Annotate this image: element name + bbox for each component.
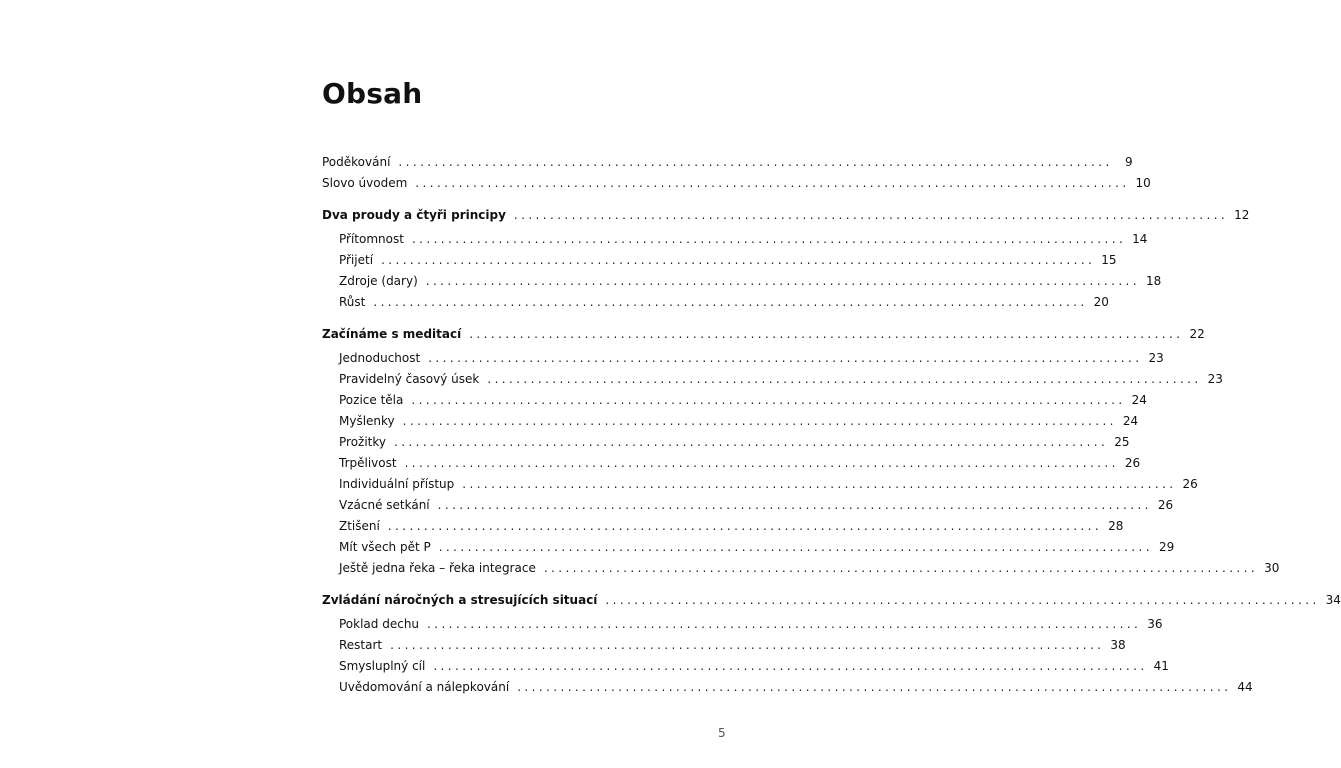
toc-entry[interactable] — [322, 632, 1126, 653]
toc-entry-title: Přítomnost — [339, 232, 404, 246]
toc-entry-title: Růst — [339, 295, 366, 309]
toc-entry[interactable] — [322, 555, 1280, 576]
toc-entry-title: Ještě jedna řeka – řeka integrace — [339, 561, 536, 575]
toc-entry-title: Poděkování — [322, 155, 391, 169]
toc-entry-page: 18 — [1145, 274, 1162, 288]
toc-dot-leader: ................................................................................................... — [425, 274, 1140, 288]
toc-section-heading[interactable] — [322, 202, 1250, 223]
toc-entry-page: 36 — [1147, 617, 1163, 631]
toc-entry-page: 12 — [1234, 208, 1250, 222]
toc-entry-page: 44 — [1237, 680, 1253, 694]
toc-entry[interactable] — [322, 170, 1151, 191]
toc-entry-title: Pozice těla — [339, 393, 404, 407]
toc-dot-leader: ................................................................................................... — [437, 498, 1152, 512]
toc-entry[interactable] — [322, 450, 1141, 471]
toc-entry-page: 24 — [1131, 393, 1147, 407]
toc-entry-page: 30 — [1264, 561, 1280, 575]
toc-entry-title: Prožitky — [339, 435, 386, 449]
toc-entry-title: Pravidelný časový úsek — [339, 372, 480, 386]
toc-entry-title: Trpělivost — [339, 456, 397, 470]
toc-entry-page: 23 — [1148, 351, 1164, 365]
toc-entry[interactable] — [322, 387, 1147, 408]
toc-entry[interactable] — [322, 492, 1174, 513]
toc-entry-page: 29 — [1158, 540, 1175, 554]
toc-entry-title: Slovo úvodem — [322, 176, 408, 190]
toc-dot-leader: ................................................................................................... — [398, 155, 1113, 169]
toc-dot-leader: ................................................................................................... — [462, 477, 1177, 491]
toc-entry-page: 24 — [1122, 414, 1139, 428]
toc-entry-page: 10 — [1135, 176, 1151, 190]
toc-entry-page: 20 — [1093, 295, 1109, 309]
toc-dot-leader: ................................................................................................... — [469, 327, 1184, 341]
toc-entry-title: Dva proudy a čtyři principy — [322, 208, 506, 222]
toc-dot-leader: ................................................................................................... — [433, 659, 1148, 673]
toc-dot-leader: ................................................................................................... — [428, 351, 1143, 365]
toc-entry[interactable] — [322, 247, 1117, 268]
table-of-contents — [322, 149, 1341, 695]
toc-dot-leader: ................................................................................................... — [517, 680, 1232, 694]
toc-entry-title: Individuální přístup — [339, 477, 455, 491]
toc-dot-leader: ................................................................................................... — [404, 456, 1119, 470]
toc-entry[interactable] — [322, 611, 1163, 632]
toc-entry[interactable] — [322, 429, 1130, 450]
toc-entry-page: 41 — [1153, 659, 1169, 673]
toc-entry-page: 28 — [1108, 519, 1124, 533]
toc-entry-title: Zdroje (dary) — [339, 274, 418, 288]
toc-section-heading[interactable] — [322, 587, 1341, 608]
toc-dot-leader: ................................................................................................... — [427, 617, 1142, 631]
toc-entry-title: Restart — [339, 638, 383, 652]
toc-entry-title: Přijetí — [339, 253, 374, 267]
toc-dot-leader: ................................................................................................... — [543, 561, 1259, 575]
toc-dot-leader: ................................................................................................... — [373, 295, 1088, 309]
page-title: Obsah — [322, 77, 423, 110]
toc-dot-leader: ................................................................................................... — [605, 593, 1320, 607]
toc-entry-page: 9 — [1125, 155, 1133, 169]
toc-entry-title: Mít všech pět P — [339, 540, 431, 554]
toc-entry[interactable] — [322, 366, 1223, 387]
toc-entry-title: Poklad dechu — [339, 617, 420, 631]
page-number: 5 — [718, 726, 726, 740]
toc-entry[interactable] — [322, 149, 1133, 170]
toc-entry-title: Ztišení — [339, 519, 380, 533]
toc-entry-page: 38 — [1110, 638, 1126, 652]
toc-entry[interactable] — [322, 345, 1164, 366]
toc-entry[interactable] — [322, 289, 1109, 310]
toc-entry[interactable] — [322, 226, 1148, 247]
toc-entry-title: Myšlenky — [339, 414, 395, 428]
toc-dot-leader: ................................................................................................... — [411, 393, 1126, 407]
toc-entry-title: Vzácné setkání — [339, 498, 430, 512]
toc-entry-title: Zvládání náročných a stresujících situací — [322, 593, 598, 607]
toc-entry-page: 23 — [1207, 372, 1223, 386]
toc-dot-leader: ................................................................................................... — [487, 372, 1202, 386]
toc-entry[interactable] — [322, 408, 1139, 429]
toc-entry-title: Smysluplný cíl — [339, 659, 426, 673]
toc-entry[interactable] — [322, 268, 1162, 289]
toc-entry-title: Jednoduchost — [339, 351, 421, 365]
toc-entry-page: 26 — [1124, 456, 1141, 470]
toc-entry[interactable] — [322, 513, 1124, 534]
toc-entry[interactable] — [322, 534, 1175, 555]
toc-dot-leader: ................................................................................................... — [438, 540, 1153, 554]
toc-entry-page: 26 — [1182, 477, 1198, 491]
toc-entry-page: 22 — [1189, 327, 1205, 341]
toc-section-heading[interactable] — [322, 321, 1205, 342]
toc-entry-page: 15 — [1101, 253, 1117, 267]
toc-entry-title: Začínáme s meditací — [322, 327, 462, 341]
toc-dot-leader: ................................................................................................... — [390, 638, 1105, 652]
toc-entry-title: Uvědomování a nálepkování — [339, 680, 510, 694]
toc-dot-leader: ................................................................................................... — [394, 435, 1109, 449]
toc-entry-page: 14 — [1132, 232, 1148, 246]
toc-entry-page: 25 — [1114, 435, 1130, 449]
toc-entry-page: 34 — [1325, 593, 1341, 607]
toc-dot-leader: ................................................................................................... — [381, 253, 1096, 267]
toc-dot-leader: ................................................................................................... — [513, 208, 1229, 222]
toc-entry[interactable] — [322, 674, 1253, 695]
toc-entry[interactable] — [322, 653, 1169, 674]
toc-dot-leader: ................................................................................................... — [411, 232, 1127, 246]
toc-dot-leader: ................................................................................................... — [387, 519, 1103, 533]
toc-dot-leader: ................................................................................................... — [415, 176, 1130, 190]
toc-entry-page: 26 — [1157, 498, 1174, 512]
toc-entry[interactable] — [322, 471, 1198, 492]
toc-dot-leader: ................................................................................................... — [402, 414, 1117, 428]
